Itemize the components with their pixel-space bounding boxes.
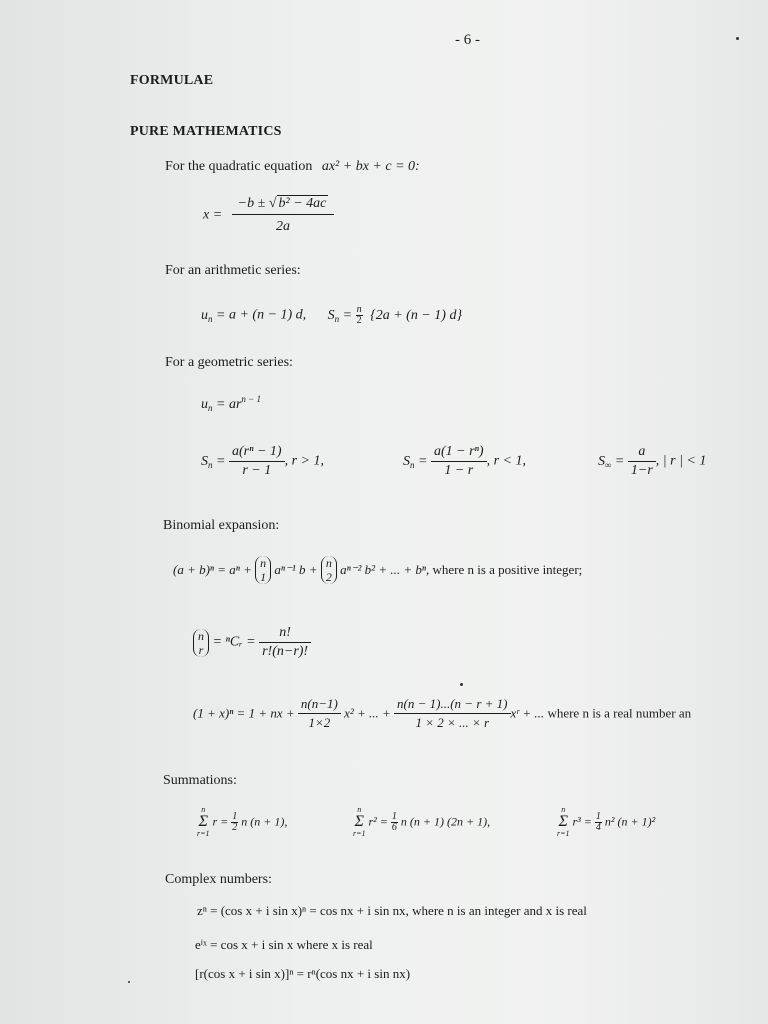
sigma-top: n xyxy=(201,805,206,814)
sixth-den: 6 xyxy=(391,821,397,833)
binomial-general-f1-den: 1×2 xyxy=(308,715,331,730)
arithmetic-sn-rest: {2a + (n − 1) d} xyxy=(370,307,463,323)
summation-r xyxy=(197,806,287,838)
quadratic-denominator: 2a xyxy=(276,219,291,234)
geometric-s3-cond: , | r | < 1 xyxy=(655,453,707,469)
quadratic-equation: ax² + bx + c = 0: xyxy=(321,159,420,174)
binomial-general-mid: x² + ... + xyxy=(344,705,391,721)
ink-speck xyxy=(460,683,463,686)
sigma-top: n xyxy=(561,805,566,814)
geometric-sum-r-gt-1 xyxy=(201,444,324,479)
summation-r-body: r = xyxy=(212,814,229,829)
combination-binom xyxy=(193,629,209,657)
geometric-s1-fraction xyxy=(229,444,285,479)
summation-r2-body: r² = xyxy=(368,814,388,829)
binomial-coeff-2 xyxy=(321,556,337,584)
summation-quarter xyxy=(595,812,602,833)
binomial-general-f2-den: 1 × 2 × ... × r xyxy=(415,715,490,730)
binomial-general-tail: xʳ + ... xyxy=(510,705,545,721)
quadratic-lhs: x = xyxy=(203,207,223,223)
euler-formula: eⁱˣ = cos x + i sin x where x is real xyxy=(195,937,373,952)
quadratic-intro-text: For the quadratic equation xyxy=(165,159,313,174)
geometric-s1-cond: , r > 1, xyxy=(284,453,324,469)
de-moivre-formula: zⁿ = (cos x + i sin x)ⁿ = cos nx + i sin nx, where n is an integer and x is real xyxy=(197,903,587,918)
geometric-s2-label: $S_n$ = xyxy=(403,453,431,470)
geometric-s1-label: $S_n$ = xyxy=(201,453,229,470)
binomial-term-2: aⁿ⁻² b² + ... + bⁿ, xyxy=(340,562,430,577)
binomial-intro: Binomial expansion: xyxy=(163,518,280,533)
summation-r-rest: n (n + 1), xyxy=(241,814,288,829)
summation-r-squared xyxy=(353,806,490,838)
summation-sixth xyxy=(391,812,398,833)
arithmetic-sn-den: 2 xyxy=(356,315,362,326)
sqrt-icon: √ xyxy=(268,196,277,211)
polar-power-formula: [r(cos x + i sin x)]ⁿ = rⁿ(cos nx + i sin nx) xyxy=(195,966,411,981)
combination-ncr: = ⁿCᵣ = xyxy=(212,634,256,650)
combination-bottom: r xyxy=(198,642,204,657)
binomial-general-lhs: (1 + x)ⁿ = 1 + nx + xyxy=(193,705,295,721)
binomial-coeff-1-bottom: 1 xyxy=(260,570,267,584)
half-den: 2 xyxy=(232,821,238,833)
quadratic-numerator-text: −b ± xyxy=(237,196,269,211)
summation-r3-rest: n² (n + 1)² xyxy=(604,814,656,829)
geometric-s3-den: 1−r xyxy=(630,463,653,478)
sigma-bottom: r=1 xyxy=(197,829,210,838)
half-num: 1 xyxy=(232,810,238,822)
summation-r3-body: r³ = xyxy=(572,814,592,829)
quadratic-intro xyxy=(165,159,420,175)
quadratic-radicand: b² − 4ac xyxy=(278,196,327,211)
geometric-intro: For a geometric series: xyxy=(165,355,293,370)
summation-half xyxy=(231,812,238,833)
complex-intro: Complex numbers: xyxy=(165,872,272,887)
binomial-coeff-2-top: n xyxy=(325,556,332,570)
combination-fraction xyxy=(259,625,311,660)
arithmetic-sn-fraction xyxy=(356,305,363,326)
quadratic-numerator xyxy=(232,196,335,215)
arithmetic-sn-num: n xyxy=(356,304,362,315)
section-heading: PURE MATHEMATICS xyxy=(130,124,282,139)
binomial-term-1: aⁿ⁻¹ b + xyxy=(274,562,318,577)
sigma-icon: n Σ r=1 xyxy=(557,805,570,838)
sigma-bottom: r=1 xyxy=(557,829,570,838)
quadratic-fraction xyxy=(232,196,335,235)
binomial-general xyxy=(193,696,691,731)
binomial-general-f1-num: n(n−1) xyxy=(298,696,341,714)
geometric-un-value: = ar xyxy=(216,397,242,412)
binomial-lhs: (a + b)ⁿ = aⁿ + xyxy=(173,562,252,577)
binomial-general-where: where n is a real number an xyxy=(547,705,692,721)
quarter-den: 4 xyxy=(595,821,601,833)
combination-top: n xyxy=(198,628,204,643)
combination-formula xyxy=(193,625,311,660)
combination-num: n! xyxy=(259,625,311,643)
geometric-s2-num: a(1 − rⁿ) xyxy=(431,444,487,462)
sigma-icon: n Σ r=1 xyxy=(353,805,366,838)
page-title: FORMULAE xyxy=(130,73,214,88)
arithmetic-un-label: $u_n$ = xyxy=(201,307,229,324)
summations-intro: Summations: xyxy=(163,773,237,788)
geometric-s2-cond: , r < 1, xyxy=(486,453,526,469)
binomial-coeff-2-bottom: 2 xyxy=(325,570,332,584)
binomial-general-frac-1 xyxy=(298,696,341,731)
page-number: - 6 - xyxy=(455,32,480,48)
binomial-coeff-1-top: n xyxy=(260,556,267,570)
geometric-sum-infinity xyxy=(598,444,706,479)
summation-r2-rest: n (n + 1) (2n + 1), xyxy=(400,814,491,829)
binomial-coeff-1 xyxy=(255,556,271,584)
binomial-where: where n is a positive integer; xyxy=(432,562,583,577)
arithmetic-sn-label: $S_n$ = xyxy=(327,307,356,324)
quadratic-formula xyxy=(203,196,334,235)
geometric-un-exponent: n − 1 xyxy=(241,394,261,404)
geometric-un-label: $u_n$ xyxy=(201,397,213,413)
binomial-general-f2-num: n(n − 1)...(n − r + 1) xyxy=(394,696,510,714)
sigma-top: n xyxy=(357,805,362,814)
geometric-s3-fraction xyxy=(628,444,656,479)
geometric-s3-label: $S_\infty$ = xyxy=(598,453,628,470)
sigma-icon: n Σ r=1 xyxy=(197,805,210,838)
ink-speck xyxy=(128,981,130,983)
arithmetic-intro: For an arithmetic series: xyxy=(165,263,301,278)
sigma-bottom: r=1 xyxy=(353,829,366,838)
arithmetic-formulas xyxy=(201,305,462,326)
geometric-s1-den: r − 1 xyxy=(242,463,272,478)
sixth-num: 1 xyxy=(391,810,397,822)
geometric-s3-num: a xyxy=(628,444,656,462)
arithmetic-un-value: a + (n − 1) d, xyxy=(228,307,307,323)
geometric-s1-num: a(rⁿ − 1) xyxy=(229,444,285,462)
combination-den: r!(n−r)! xyxy=(262,644,309,659)
geometric-un xyxy=(201,394,261,413)
binomial-expansion xyxy=(173,556,582,584)
geometric-s2-fraction xyxy=(431,444,487,479)
geometric-s2-den: 1 − r xyxy=(444,463,474,478)
ink-speck xyxy=(736,37,739,40)
geometric-sum-r-lt-1 xyxy=(403,444,526,479)
quarter-num: 1 xyxy=(595,810,601,822)
binomial-general-frac-2 xyxy=(394,696,510,731)
summation-r-cubed xyxy=(557,806,655,838)
